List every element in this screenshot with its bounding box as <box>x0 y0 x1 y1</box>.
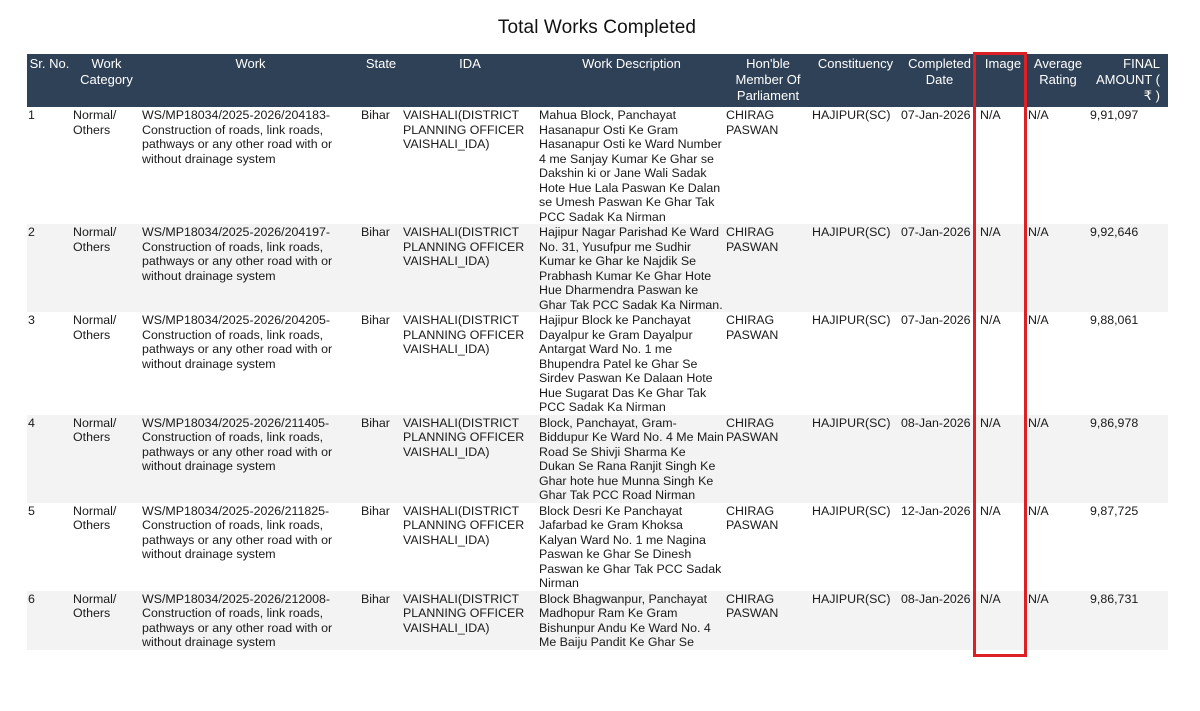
cell-ida: VAISHALI(DISTRICT PLANNING OFFICER VAISHALI_IDA) <box>402 591 538 650</box>
works-table <box>27 54 1168 650</box>
cell-sr-no: 3 <box>27 312 72 415</box>
table-header-row <box>27 54 1168 107</box>
cell-member: CHIRAG PASWAN <box>725 503 811 591</box>
column-header-work[interactable]: Work <box>141 54 360 107</box>
cell-work-description: Hajipur Block ke Panchayat Dayalpur ke Gram Dayalpur Antargat Ward No. 1 me Bhupendra Patel ke Ghar Se Sirdev Paswan Ke Dalaan Hote Hue Sugarat Das Ke Ghar Tak PCC Sadak Ka Nirman <box>538 312 725 415</box>
column-header-ida[interactable]: IDA <box>402 54 538 107</box>
cell-constituency: HAJIPUR(SC) <box>811 415 900 503</box>
table-row <box>27 107 1168 224</box>
cell-ida: VAISHALI(DISTRICT PLANNING OFFICER VAISHALI_IDA) <box>402 503 538 591</box>
cell-average-rating: N/A <box>1027 107 1089 224</box>
cell-image: N/A <box>979 107 1027 224</box>
cell-image: N/A <box>979 224 1027 312</box>
cell-average-rating: N/A <box>1027 224 1089 312</box>
cell-ida: VAISHALI(DISTRICT PLANNING OFFICER VAISHALI_IDA) <box>402 107 538 224</box>
cell-constituency: HAJIPUR(SC) <box>811 591 900 650</box>
cell-final-amount: 9,92,646 <box>1089 224 1168 312</box>
cell-constituency: HAJIPUR(SC) <box>811 107 900 224</box>
table-row <box>27 415 1168 503</box>
cell-final-amount: 9,86,731 <box>1089 591 1168 650</box>
cell-completed-date: 08-Jan-2026 <box>900 415 979 503</box>
column-header-work-description[interactable]: Work Description <box>538 54 725 107</box>
cell-work: WS/MP18034/2025-2026/204197-Construction of roads, link roads, pathways or any other road with or without drainage system <box>141 224 360 312</box>
cell-ida: VAISHALI(DISTRICT PLANNING OFFICER VAISHALI_IDA) <box>402 415 538 503</box>
cell-member: CHIRAG PASWAN <box>725 415 811 503</box>
cell-work: WS/MP18034/2025-2026/204183-Construction of roads, link roads, pathways or any other road with or without drainage system <box>141 107 360 224</box>
cell-work: WS/MP18034/2025-2026/211405-Construction of roads, link roads, pathways or any other road with or without drainage system <box>141 415 360 503</box>
cell-image: N/A <box>979 415 1027 503</box>
cell-sr-no: 5 <box>27 503 72 591</box>
cell-work: WS/MP18034/2025-2026/211825-Construction of roads, link roads, pathways or any other road with or without drainage system <box>141 503 360 591</box>
cell-work-category: Normal/ Others <box>72 224 141 312</box>
cell-average-rating: N/A <box>1027 591 1089 650</box>
column-header-member[interactable]: Hon'ble Member Of Parliament <box>725 54 811 107</box>
cell-sr-no: 4 <box>27 415 72 503</box>
cell-constituency: HAJIPUR(SC) <box>811 224 900 312</box>
column-header-completed-date[interactable]: Completed Date <box>900 54 979 107</box>
cell-final-amount: 9,87,725 <box>1089 503 1168 591</box>
cell-completed-date: 07-Jan-2026 <box>900 312 979 415</box>
cell-final-amount: 9,88,061 <box>1089 312 1168 415</box>
cell-ida: VAISHALI(DISTRICT PLANNING OFFICER VAISHALI_IDA) <box>402 224 538 312</box>
cell-ida: VAISHALI(DISTRICT PLANNING OFFICER VAISHALI_IDA) <box>402 312 538 415</box>
cell-work-description: Hajipur Nagar Parishad Ke Ward No. 31, Yusufpur me Sudhir Kumar ke Ghar ke Najdik Se Prabhash Kumar Ke Ghar Hote Hue Dharmendra Paswan ke Ghar Tak PCC Sadak Ka Nirman. <box>538 224 725 312</box>
cell-state: Bihar <box>360 591 402 650</box>
column-header-work-category[interactable]: Work Category <box>72 54 141 107</box>
cell-sr-no: 6 <box>27 591 72 650</box>
cell-image: N/A <box>979 312 1027 415</box>
page-title: Total Works Completed <box>497 17 697 38</box>
table-row <box>27 224 1168 312</box>
column-header-state[interactable]: State <box>360 54 402 107</box>
cell-completed-date: 07-Jan-2026 <box>900 224 979 312</box>
cell-sr-no: 2 <box>27 224 72 312</box>
cell-sr-no: 1 <box>27 107 72 224</box>
cell-work-category: Normal/ Others <box>72 591 141 650</box>
cell-work-category: Normal/ Others <box>72 503 141 591</box>
column-header-sr-no[interactable]: Sr. No. <box>27 54 72 107</box>
cell-image: N/A <box>979 503 1027 591</box>
column-header-image[interactable]: Image <box>979 54 1027 107</box>
cell-constituency: HAJIPUR(SC) <box>811 312 900 415</box>
cell-work-category: Normal/ Others <box>72 415 141 503</box>
cell-average-rating: N/A <box>1027 312 1089 415</box>
cell-state: Bihar <box>360 503 402 591</box>
cell-work: WS/MP18034/2025-2026/212008-Construction of roads, link roads, pathways or any other road with or without drainage system <box>141 591 360 650</box>
cell-state: Bihar <box>360 415 402 503</box>
cell-work-description: Block Desri Ke Panchayat Jafarbad ke Gram Khoksa Kalyan Ward No. 1 me Nagina Paswan ke Ghar Se Dinesh Paswan ke Ghar Tak PCC Sadak Nirman <box>538 503 725 591</box>
cell-work-description: Mahua Block, Panchayat Hasanapur Osti Ke Gram Hasanapur Osti ke Ward Number 4 me Sanjay Kumar Ke Ghar se Dakshin ki or Jane Wali Sadak Hote Hue Lala Paswan Ke Dalan se Umesh Paswan Ke Ghar Tak PCC Sadak Ka Nirman <box>538 107 725 224</box>
cell-work-category: Normal/ Others <box>72 107 141 224</box>
column-header-final-amount[interactable]: FINAL AMOUNT ( ₹ ) <box>1089 54 1168 107</box>
cell-completed-date: 07-Jan-2026 <box>900 107 979 224</box>
table-row <box>27 503 1168 591</box>
table-row <box>27 312 1168 415</box>
column-header-average-rating[interactable]: Average Rating <box>1027 54 1089 107</box>
cell-image: N/A <box>979 591 1027 650</box>
cell-work-category: Normal/ Others <box>72 312 141 415</box>
cell-final-amount: 9,86,978 <box>1089 415 1168 503</box>
cell-completed-date: 12-Jan-2026 <box>900 503 979 591</box>
cell-average-rating: N/A <box>1027 415 1089 503</box>
cell-state: Bihar <box>360 107 402 224</box>
cell-state: Bihar <box>360 224 402 312</box>
cell-member: CHIRAG PASWAN <box>725 107 811 224</box>
cell-completed-date: 08-Jan-2026 <box>900 591 979 650</box>
cell-work-description: Block, Panchayat, Gram-Biddupur Ke Ward No. 4 Me Main Road Se Shivji Sharma Ke Dukan Se Rana Ranjit Singh Ke Ghar hote hue Munna Singh Ke Ghar Tak PCC Road Nirman <box>539 415 724 502</box>
cell-member: CHIRAG PASWAN <box>725 312 811 415</box>
cell-constituency: HAJIPUR(SC) <box>811 503 900 591</box>
cell-member: CHIRAG PASWAN <box>725 591 811 650</box>
cell-member: CHIRAG PASWAN <box>725 224 811 312</box>
column-header-constituency[interactable]: Constituency <box>811 54 900 107</box>
cell-work-description: Block Bhagwanpur, Panchayat Madhopur Ram Ke Gram Bishunpur Andu Ke Ward No. 4 Me Baiju Pandit Ke Ghar Se <box>538 591 725 650</box>
cell-average-rating: N/A <box>1027 503 1089 591</box>
cell-final-amount: 9,91,097 <box>1089 107 1168 224</box>
cell-state: Bihar <box>360 312 402 415</box>
cell-work: WS/MP18034/2025-2026/204205-Construction of roads, link roads, pathways or any other road with or without drainage system <box>141 312 360 415</box>
table-row <box>27 591 1168 650</box>
